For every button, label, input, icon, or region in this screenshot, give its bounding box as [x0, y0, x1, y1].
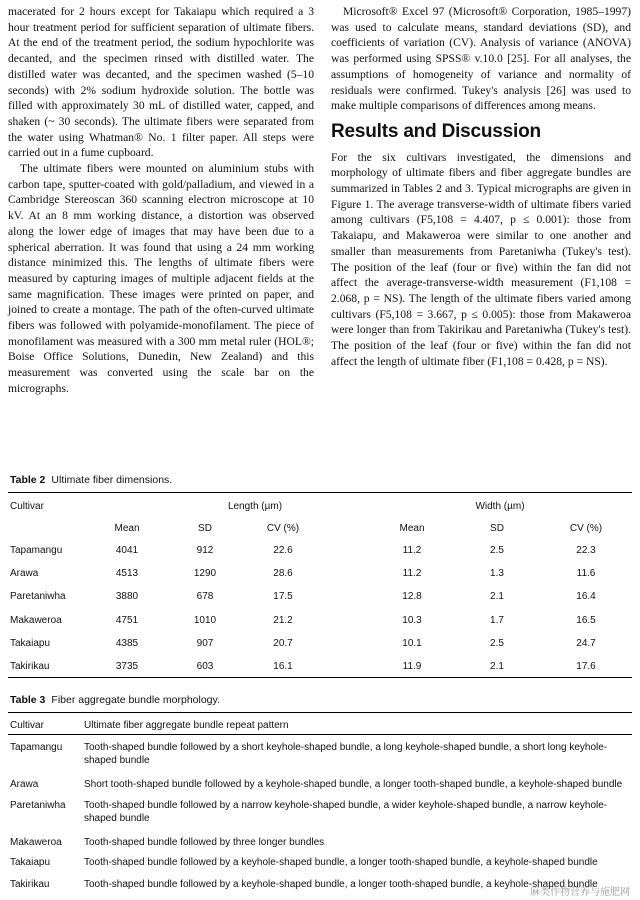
- table2-cell: 10.3: [402, 614, 422, 626]
- table2-title: Ultimate fiber dimensions.: [51, 474, 173, 486]
- table2-cell: 1290: [193, 568, 217, 580]
- table2-cultivar: Paretaniwha: [10, 591, 66, 603]
- table2-cell: 2.5: [490, 545, 504, 556]
- table2-top-rule: [8, 492, 632, 493]
- table3-pattern: Tooth-shaped bundle followed by three longer bundles: [84, 837, 325, 848]
- table2-cell: 3735: [115, 661, 139, 672]
- table2-cell: 17.5: [273, 591, 293, 603]
- table2-cell: 11.9: [402, 661, 422, 672]
- table2-cell: 20.7: [273, 637, 293, 649]
- table2-cell: 28.6: [273, 568, 293, 580]
- table2-cell: 17.6: [576, 661, 596, 672]
- table2-cell: 1.7: [490, 614, 504, 626]
- table2-cell: 907: [196, 637, 214, 649]
- table2-cultivar: Takirikau: [10, 661, 50, 672]
- table2-cell: 12.8: [402, 591, 422, 603]
- table2-cell: 22.3: [576, 545, 596, 556]
- table2-cell: 2.1: [490, 591, 504, 603]
- table2-cell: 1.3: [490, 568, 504, 580]
- table2-subheader: CV (%): [569, 523, 603, 534]
- table2-subheader: Mean: [114, 523, 140, 534]
- table3-top-rule: [8, 712, 632, 713]
- table2-caption: [10, 474, 172, 486]
- table2-cell: 24.7: [576, 637, 596, 649]
- right-column: [331, 4, 631, 369]
- table2-cell: 16.1: [273, 661, 293, 672]
- table3-cultivar: Tapamangu: [10, 742, 63, 753]
- table2-cell: 912: [196, 545, 214, 556]
- table2-cell: 1010: [193, 614, 217, 626]
- table3-cultivar: Takirikau: [10, 879, 50, 890]
- methods-paragraph-1: macerated for 2 hours except for Takaiapu which required a 3 hour treatment period for sufficient separation of ultimate fibers. At the end of the treatment period, the sodium hypochlorite was decanted, and the specimen rinsed with distilled water. The distilled water was decanted, and the specimen washed (5–10 seconds) with 2% sodium hydroxide solution. The bottle was filled with approximately 30 mL of distilled water, capped, and shaken (~ 30 seconds). The ultimate fibers were separated from the water using Whatman® No. 1 filter paper. All steps were carried out in a fume cupboard.: [8, 5, 314, 160]
- table3-title: Fiber aggregate bundle morphology.: [51, 694, 220, 706]
- table2-cultivar: Makaweroa: [10, 614, 62, 626]
- table2-cell: 11.6: [576, 568, 596, 580]
- table2-cell: 22.6: [273, 545, 293, 556]
- table3-pattern: Tooth-shaped bundle followed by a keyhole-shaped bundle, a longer tooth-shaped bundle, a keyhole-shaped bundle: [84, 879, 598, 890]
- table3-cultivar: Paretaniwha: [10, 800, 66, 811]
- table2-cultivar: Tapamangu: [10, 545, 63, 556]
- table2-cell: 21.2: [273, 614, 293, 626]
- table3-pattern: Short tooth-shaped bundle followed by a keyhole-shaped bundle, a longer tooth-shaped bundle, a keyhole-shaped bundle: [84, 779, 623, 790]
- table3-cultivar: Takaiapu: [10, 857, 51, 868]
- table3-cultivar-header: Cultivar: [10, 720, 44, 731]
- table2-label: Table 2: [10, 474, 46, 486]
- table2-cell: 3880: [115, 591, 139, 603]
- table2-width-header: Width (µm): [475, 501, 525, 512]
- table3-caption: [10, 694, 220, 706]
- table2-cultivar: Arawa: [10, 568, 39, 580]
- table3-pattern-header: Ultimate fiber aggregate bundle repeat pattern: [84, 720, 289, 731]
- section-heading: Results and Discussion: [331, 120, 541, 142]
- table3-pattern: Tooth-shaped bundle followed by a narrow keyhole-shaped bundle, a wider keyhole-shaped bundle, a narrow keyhole-shaped bundle: [84, 800, 608, 824]
- table3-pattern: Tooth-shaped bundle followed by a keyhole-shaped bundle, a longer tooth-shaped bundle, a keyhole-shaped bundle: [84, 857, 598, 868]
- table2-cell: 4385: [115, 637, 139, 649]
- table2-cell: 4513: [115, 568, 139, 580]
- table2-subheader: Mean: [399, 523, 425, 534]
- table2-cell: 603: [196, 661, 214, 672]
- table3-header-rule: [8, 734, 632, 735]
- table3-label: Table 3: [10, 694, 46, 706]
- table2-cell: 2.1: [490, 661, 504, 672]
- table2-length-header: Length (µm): [227, 501, 283, 512]
- results-paragraph: For the six cultivars investigated, the dimensions and morphology of ultimate fibers and fiber aggregate bundles are summarized in Tables 2 and 3. Typical micrographs are given in Figure 1. The average transverse-width of ultimate fibers varied among cultivars (F5,108 = 4.407, p ≤ 0.001): those from Takaiapu, and Makaweroa were similar to one another and smaller than measurements from Paretaniwha (Tukey's test). The position of the leaf (four or five) within the fan did not affect the average-transverse-width measurement (F1,108 = 2.068, p = NS). The length of the ultimate fibers varied among cultivars (F5,108 = 3.667, p ≤ 0.005): those from Makaweroa were longer than from Takirikau and Paretaniwha (Tukey's test). The position of the leaf (four or five) within the fan did not affect the length of ultimate fiber (F1,108 = 0.428, p = NS).: [331, 150, 631, 368]
- table2-cell: 678: [196, 591, 214, 603]
- table2-cell: 4041: [115, 545, 139, 556]
- table2-cell: 2.5: [490, 637, 504, 649]
- table2-subheader: CV (%): [266, 523, 300, 534]
- watermark: 麻类作物营养与施肥网: [530, 887, 630, 898]
- table2-cell: 11.2: [402, 545, 422, 556]
- table3-pattern: Tooth-shaped bundle followed by a short keyhole-shaped bundle, a long keyhole-shaped bundle, a short long keyhole-shaped bundle: [84, 742, 608, 766]
- left-column: [8, 4, 314, 397]
- statistics-paragraph: Microsoft® Excel 97 (Microsoft® Corporation, 1985–1997) was used to calculate means, standard deviations (SD), and coefficients of variation (CV). Analysis of variance (ANOVA) was performed using SPSS® v.10.0 [25]. For all analyses, the assumptions of homogeneity of variance and normality of residuals were confirmed. Tukey's analysis [26] was used to make multiple comparisons of differences among means.: [331, 5, 631, 113]
- table2-subheader: SD: [198, 523, 212, 534]
- table3-cultivar: Arawa: [10, 779, 39, 790]
- table2-cultivar-header: Cultivar: [10, 501, 44, 512]
- table2-subheader: SD: [490, 523, 504, 534]
- table2-bottom-rule: [8, 677, 632, 678]
- methods-paragraph-2: The ultimate fibers were mounted on aluminium stubs with carbon tape, sputter-coated with gold/palladium, and viewed in a Cambridge Stereoscan 360 scanning electron microscope at 10 kV. At an 8 mm working distance, a distortion was observed along the lower edge of images that may have been due to a spherical aberration. It was found that using a 24 mm working distance minimized this. The lengths of ultimate fibers were measured by capturing images of multiple adjacent fields at the same magnification. These images were printed on paper, and joined to create a montage. The path of the often-curved ultimate fibers was followed with polyamide-monofilament. The piece of monofilament was measured with a 300 mm metal ruler (HOL®; Boise Office Solutions, Dunedin, New Zealand) and this measurement was converted using the scale bar on the micrographs.: [8, 162, 314, 395]
- table3-cultivar: Makaweroa: [10, 837, 62, 848]
- table2-cell: 11.2: [402, 568, 422, 580]
- table2-cell: 10.1: [402, 637, 422, 649]
- table2-cell: 4751: [115, 614, 139, 626]
- table2-cultivar: Takaiapu: [10, 637, 51, 649]
- table2-cell: 16.5: [576, 614, 596, 626]
- table2-cell: 16.4: [576, 591, 596, 603]
